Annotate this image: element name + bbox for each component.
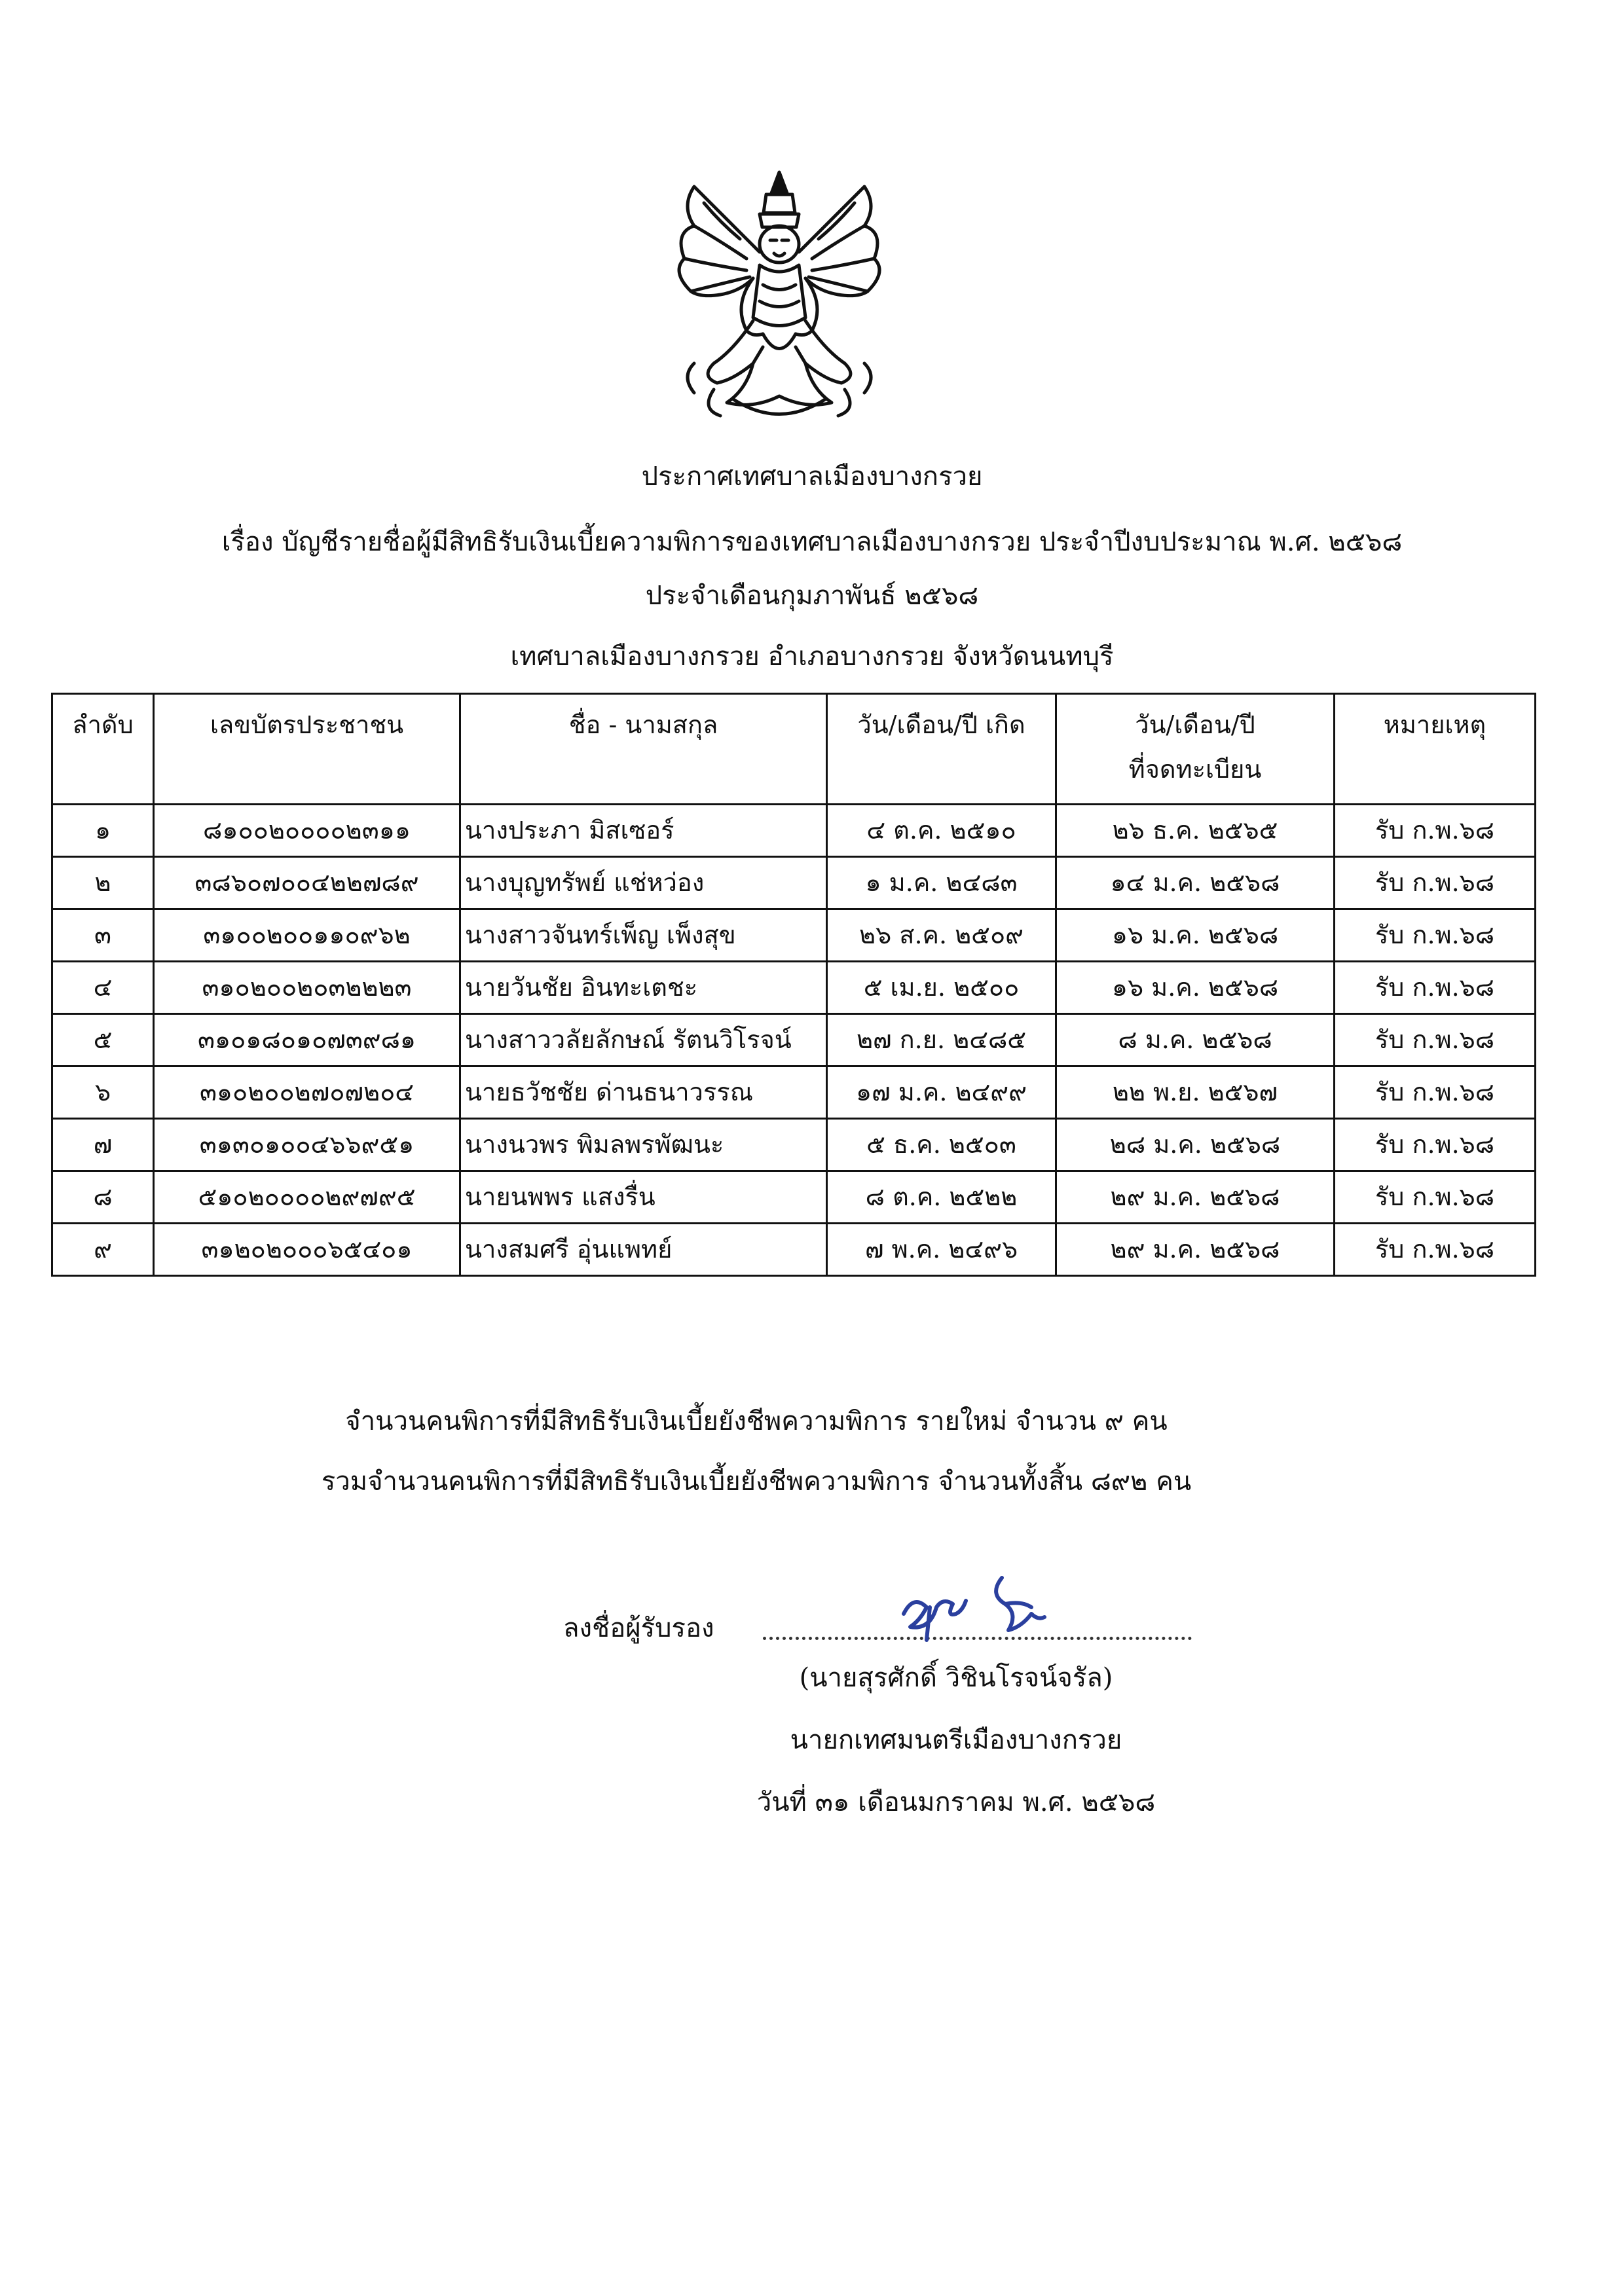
- cell-birth-date: ๒๖ ส.ค. ๒๕๐๙: [827, 909, 1056, 962]
- cell-name: นายนพพร แสงรื่น: [460, 1171, 827, 1224]
- cell-id-card: ๘๑๐๐๒๐๐๐๐๒๓๑๑: [154, 805, 460, 857]
- cell-id-card: ๓๑๒๐๒๐๐๐๖๕๔๐๑: [154, 1224, 460, 1276]
- cell-remark: รับ ก.พ.๖๘: [1335, 1119, 1536, 1171]
- garuda-emblem: [655, 167, 904, 429]
- table-row: [52, 1119, 1536, 1171]
- cell-birth-date: ๕ เม.ย. ๒๕๐๐: [827, 962, 1056, 1014]
- cell-order: ๘: [52, 1171, 154, 1224]
- cell-name: นางประภา มิสเซอร์: [460, 805, 827, 857]
- signature-date: วันที่ ๓๑ เดือนมกราคม พ.ศ. ๒๕๖๘: [756, 1787, 1156, 1817]
- signature-label: ลงชื่อผู้รับรอง: [563, 1613, 714, 1643]
- cell-birth-date: ๗ พ.ค. ๒๔๙๖: [827, 1224, 1056, 1276]
- cell-registered: ๒๙ ม.ค. ๒๕๖๘: [1056, 1224, 1335, 1276]
- summary-new-recipients: จำนวนคนพิการที่มีสิทธิรับเงินเบี้ยยังชีพความพิการ รายใหม่ จำนวน ๙ คน: [345, 1406, 1168, 1436]
- cell-order: ๙: [52, 1224, 154, 1276]
- cell-birth-date: ๘ ต.ค. ๒๕๒๒: [827, 1171, 1056, 1224]
- signature-row: [563, 1568, 1205, 1647]
- table-header-row: [52, 694, 1536, 805]
- cell-id-card: ๓๘๖๐๗๐๐๔๒๒๗๘๙: [154, 857, 460, 909]
- cell-id-card: ๓๑๐๒๐๐๒๗๐๗๒๐๔: [154, 1066, 460, 1119]
- cell-order: ๑: [52, 805, 154, 857]
- cell-remark: รับ ก.พ.๖๘: [1335, 909, 1536, 962]
- cell-birth-date: ๕ ธ.ค. ๒๕๐๓: [827, 1119, 1056, 1171]
- cell-registered: ๘ ม.ค. ๒๕๖๘: [1056, 1014, 1335, 1066]
- signer-name: (นายสุรศักดิ์ วิชินโรจน์จรัล): [799, 1663, 1113, 1693]
- cell-name: นางสาววลัยลักษณ์ รัตนวิโรจน์: [460, 1014, 827, 1066]
- table-row: [52, 1014, 1536, 1066]
- cell-registered: ๑๖ ม.ค. ๒๕๖๘: [1056, 909, 1335, 962]
- cell-remark: รับ ก.พ.๖๘: [1335, 962, 1536, 1014]
- column-header-registered-line2: ที่จดทะเบียน: [1128, 755, 1262, 784]
- column-header-registered: [1056, 694, 1335, 805]
- cell-id-card: ๓๑๐๒๐๐๒๐๓๒๒๒๓: [154, 962, 460, 1014]
- announcement-title: ประกาศเทศบาลเมืองบางกรวย: [641, 462, 983, 492]
- cell-birth-date: ๔ ต.ค. ๒๕๑๐: [827, 805, 1056, 857]
- column-header-remark: หมายเหตุ: [1335, 694, 1536, 805]
- cell-remark: รับ ก.พ.๖๘: [1335, 1171, 1536, 1224]
- table-row: [52, 805, 1536, 857]
- cell-remark: รับ ก.พ.๖๘: [1335, 857, 1536, 909]
- cell-name: นางบุญทรัพย์ แช่หว่อง: [460, 857, 827, 909]
- table-row: [52, 1171, 1536, 1224]
- signer-title: นายกเทศมนตรีเมืองบางกรวย: [790, 1725, 1122, 1755]
- table-row: [52, 857, 1536, 909]
- cell-registered: ๒๙ ม.ค. ๒๕๖๘: [1056, 1171, 1335, 1224]
- cell-remark: รับ ก.พ.๖๘: [1335, 805, 1536, 857]
- cell-birth-date: ๑๗ ม.ค. ๒๔๙๙: [827, 1066, 1056, 1119]
- cell-remark: รับ ก.พ.๖๘: [1335, 1066, 1536, 1119]
- cell-id-card: ๕๑๐๒๐๐๐๐๒๙๗๙๕: [154, 1171, 460, 1224]
- column-header-order: ลำดับ: [52, 694, 154, 805]
- cell-birth-date: ๒๗ ก.ย. ๒๔๘๕: [827, 1014, 1056, 1066]
- cell-name: นางสมศรี อุ่นแพทย์: [460, 1224, 827, 1276]
- announcement-subject: เรื่อง บัญชีรายชื่อผู้มีสิทธิรับเงินเบี้ยความพิการของเทศบาลเมืองบางกรวย ประจำปีงบประมาณ พ.ศ. ๒๕๖๘: [221, 527, 1403, 557]
- cell-birth-date: ๑ ม.ค. ๒๔๘๓: [827, 857, 1056, 909]
- table-row: [52, 962, 1536, 1014]
- recipients-table: [51, 693, 1536, 1277]
- cell-remark: รับ ก.พ.๖๘: [1335, 1014, 1536, 1066]
- announcement-location: เทศบาลเมืองบางกรวย อำเภอบางกรวย จังหวัดนนทบุรี: [510, 642, 1114, 672]
- cell-remark: รับ ก.พ.๖๘: [1335, 1224, 1536, 1276]
- cell-order: ๗: [52, 1119, 154, 1171]
- cell-order: ๕: [52, 1014, 154, 1066]
- cell-order: ๖: [52, 1066, 154, 1119]
- cell-order: ๔: [52, 962, 154, 1014]
- column-header-registered-line1: วัน/เดือน/ปี: [1135, 710, 1255, 739]
- cell-registered: ๑๖ ม.ค. ๒๕๖๘: [1056, 962, 1335, 1014]
- cell-name: นายธวัชชัย ด่านธนาวรรณ: [460, 1066, 827, 1119]
- cell-name: นายวันชัย อินทะเตชะ: [460, 962, 827, 1014]
- table-row: [52, 1224, 1536, 1276]
- cell-id-card: ๓๑๓๐๑๐๐๔๖๖๙๕๑: [154, 1119, 460, 1171]
- column-header-name: ชื่อ - นามสกุล: [460, 694, 827, 805]
- summary-total-recipients: รวมจำนวนคนพิการที่มีสิทธิรับเงินเบี้ยยังชีพความพิการ จำนวนทั้งสิ้น ๘๙๒ คน: [321, 1467, 1192, 1497]
- table-row: [52, 1066, 1536, 1119]
- table-row: [52, 909, 1536, 962]
- cell-id-card: ๓๑๐๐๒๐๐๑๑๐๙๖๒: [154, 909, 460, 962]
- announcement-period: ประจำเดือนกุมภาพันธ์ ๒๕๖๘: [645, 581, 979, 611]
- cell-name: นางนวพร พิมลพรพัฒนะ: [460, 1119, 827, 1171]
- cell-registered: ๑๔ ม.ค. ๒๕๖๘: [1056, 857, 1335, 909]
- cell-registered: ๒๒ พ.ย. ๒๕๖๗: [1056, 1066, 1335, 1119]
- cell-order: ๒: [52, 857, 154, 909]
- column-header-birth-date: วัน/เดือน/ปี เกิด: [827, 694, 1056, 805]
- cell-order: ๓: [52, 909, 154, 962]
- cell-registered: ๒๘ ม.ค. ๒๕๖๘: [1056, 1119, 1335, 1171]
- cell-id-card: ๓๑๐๑๘๐๑๐๗๓๙๘๑: [154, 1014, 460, 1066]
- handwritten-signature: [891, 1568, 1054, 1647]
- column-header-id-card: เลขบัตรประชาชน: [154, 694, 460, 805]
- cell-registered: ๒๖ ธ.ค. ๒๕๖๕: [1056, 805, 1335, 857]
- cell-name: นางสาวจันทร์เพ็ญ เพ็งสุข: [460, 909, 827, 962]
